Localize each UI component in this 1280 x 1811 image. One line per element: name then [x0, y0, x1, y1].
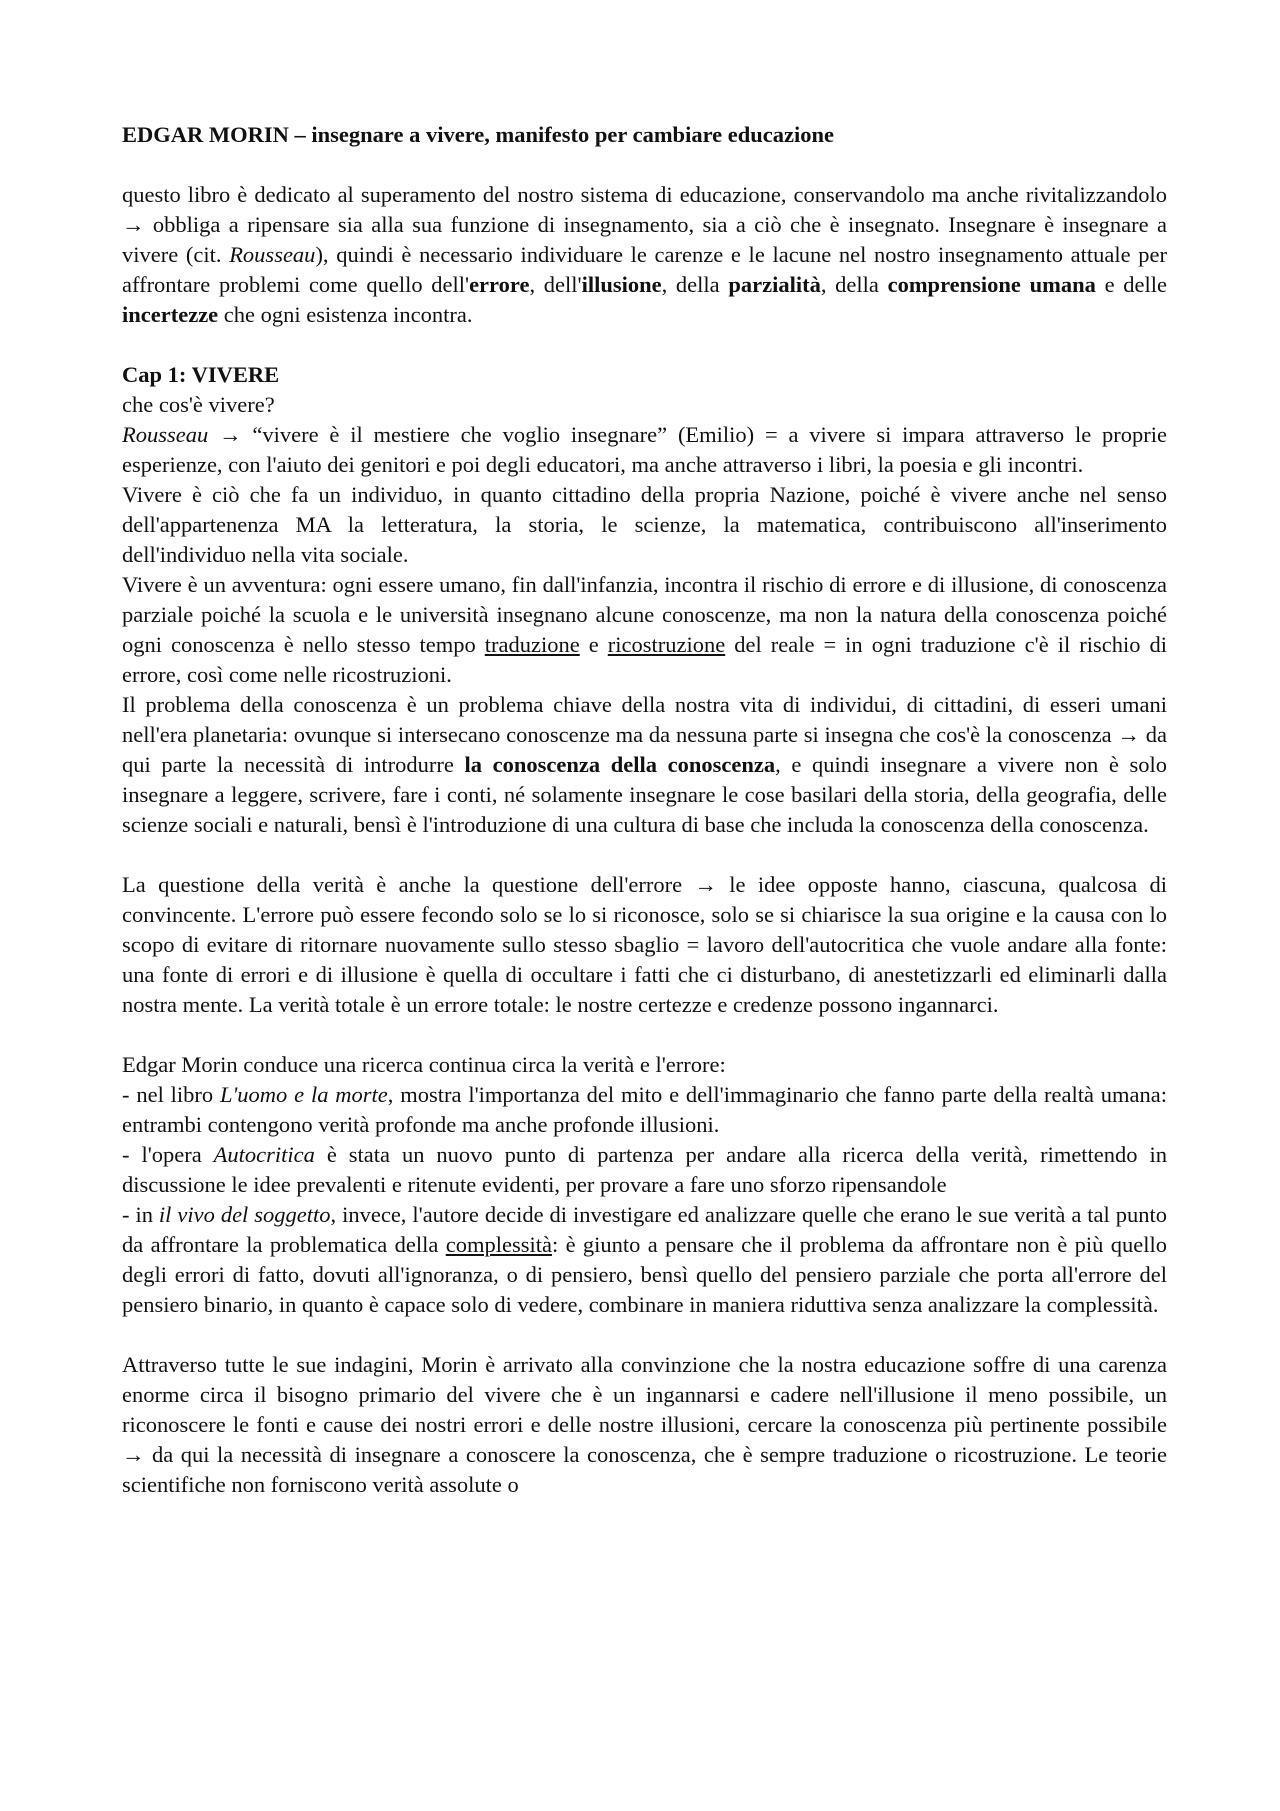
intro-errore: errore [469, 272, 530, 297]
p4-text-a: Il problema della conoscenza è un problema chiave della nostra vita di individui, di cittadini, di esseri umani nell'era planetaria: ovunque si intersecano conoscenze ma da nessuna parte si insegna che cos'è la conoscenza → da qui parte la necessità di introdurre [122, 692, 1167, 777]
document-page [122, 120, 1167, 1500]
b2-text-a: - l'opera [122, 1142, 214, 1167]
b1-text-b: , mostra l'importanza del mito e dell'immaginario che fanno parte della realtà umana: entrambi contengono verità profonde ma anche profonde illusioni. [122, 1082, 1167, 1137]
spacer [122, 1020, 1167, 1050]
b3-text-c: : è giunto a pensare che il problema da affrontare non è più quello degli errori di fatto, dovuti all'ignoranza, o di pensiero, bensì quello del pensiero parziale che porta all'errore del pensiero binario, in quanto è capace solo di vedere, combinare in maniera riduttiva senza analizzare la complessità. [122, 1232, 1167, 1317]
chapter-paragraph-3 [122, 570, 1167, 690]
intro-text-3: , dell' [529, 272, 582, 297]
p3-traduzione: traduzione [484, 632, 580, 657]
intro-comprensione: comprensione umana [887, 272, 1096, 297]
b1-title: L'uomo e la morte [219, 1082, 388, 1107]
p3-text-a: Vivere è un avventura: ogni essere umano, fin dall'infanzia, incontra il rischio di errore e di illusione, di conoscenza parziale poiché la scuola e le università insegnano alcune conoscenze, ma non la natura della conoscenza poiché ogni conoscenza è nello stesso tempo [122, 572, 1167, 657]
b3-title: il vivo del soggetto [158, 1202, 331, 1227]
ricerca-intro: Edgar Morin conduce una ricerca continua circa la verità e l'errore: [122, 1052, 726, 1077]
intro-text-6: e delle [1095, 272, 1167, 297]
chapter-paragraph-rousseau [122, 420, 1167, 480]
intro-illusione: illusione [581, 272, 662, 297]
intro-parzialita: parzialità [728, 272, 821, 297]
spacer [122, 1320, 1167, 1350]
intro-text-7: che ogni esistenza incontra. [218, 302, 473, 327]
ricerca-bullet-1 [122, 1080, 1167, 1140]
b1-text-a: - nel libro [122, 1082, 220, 1107]
chapter-paragraph-4 [122, 690, 1167, 840]
p4-bold: la conoscenza della conoscenza [464, 752, 776, 777]
intro-rousseau: Rousseau [229, 242, 316, 267]
chapter-heading: Cap 1: VIVERE [122, 362, 280, 387]
intro-text-2: ), quindi è necessario individuare le carenze e le lacune nel nostro insegnamento attuale per affrontare problemi come quello dell' [122, 242, 1167, 297]
p3-text-c: del reale = in ogni traduzione c'è il rischio di errore, così come nelle ricostruzioni. [122, 632, 1167, 687]
intro-paragraph [122, 180, 1167, 330]
ricerca-bullet-2 [122, 1140, 1167, 1200]
b2-text-b: è stata un nuovo punto di partenza per andare alla ricerca della verità, rimettendo in discussione le idee prevalenti e ritenute evidenti, per provare a fare uno sforzo ripensandole [122, 1142, 1167, 1197]
p3-text-b: e [579, 632, 608, 657]
chapter-paragraph-2: Vivere è ciò che fa un individuo, in quanto cittadino della propria Nazione, poiché è vivere anche nel senso dell'appartenenza MA la letteratura, la storia, le scienze, la matematica, contribuiscono all'inserimento dell'individuo nella vita sociale. [122, 482, 1167, 567]
document-title: EDGAR MORIN – insegnare a vivere, manifesto per cambiare educazione [122, 122, 835, 147]
ricerca-bullet-3 [122, 1200, 1167, 1320]
spacer [122, 840, 1167, 870]
b3-complessita: complessità [445, 1232, 552, 1257]
intro-text-5: , della [820, 272, 888, 297]
spacer [122, 330, 1167, 360]
verita-paragraph: La questione della verità è anche la questione dell'errore → le idee opposte hanno, ciascuna, qualcosa di convincente. L'errore può essere fecondo solo se lo si riconosce, solo se si chiarisce la sua origine e la causa con lo scopo di evitare di ritornare nuovamente sullo stesso sbaglio = lavoro dell'autocritica che vuole andare alla fonte: una fonte di errori e di illusione è quella di occultare i fatti che ci disturbano, di anestetizzarli ed eliminarli dalla nostra mente. La verità totale è un errore totale: le nostre certezze e credenze possono ingannarci. [122, 872, 1167, 1017]
rousseau-author: Rousseau [122, 422, 209, 447]
chapter-question: che cos'è vivere? [122, 392, 275, 417]
conclusione-paragraph: Attraverso tutte le sue indagini, Morin è arrivato alla convinzione che la nostra educazione soffre di una carenza enorme circa il bisogno primario del vivere che è un ingannarsi e cadere nell'illusione il meno possibile, un riconoscere le fonti e cause dei nostri errori e delle nostre illusioni, cercare la conoscenza più pertinente possibile → da qui la necessità di insegnare a conoscere la conoscenza, che è sempre traduzione o ricostruzione. Le teorie scientifiche non forniscono verità assolute o [122, 1352, 1167, 1497]
rousseau-text: → “vivere è il mestiere che voglio insegnare” (Emilio) = a vivere si impara attraverso le proprie esperienze, con l'aiuto dei genitori e poi degli educatori, ma anche attraverso i libri, la poesia e gli incontri. [122, 422, 1167, 477]
intro-text-4: , della [661, 272, 729, 297]
b3-text-b: , invece, l'autore decide di investigare ed analizzare quelle che erano le sue verità a tal punto da affrontare la problematica della [122, 1202, 1167, 1257]
b3-text-a: - in [122, 1202, 159, 1227]
p4-text-b: , e quindi insegnare a vivere non è solo insegnare a leggere, scrivere, fare i conti, né solamente insegnare le cose basilari della storia, della geografia, delle scienze sociali e naturali, bensì è l'introduzione di una cultura di base che includa la conoscenza della conoscenza. [122, 752, 1167, 837]
p3-ricostruzione: ricostruzione [607, 632, 726, 657]
b2-title: Autocritica [213, 1142, 315, 1167]
intro-text-1: questo libro è dedicato al superamento del nostro sistema di educazione, conservandolo ma anche rivitalizzandolo → obbliga a ripensare sia alla sua funzione di insegnamento, sia a ciò che è insegnato. Insegnare è insegnare a vivere (cit. [122, 182, 1167, 267]
intro-incertezze: incertezze [122, 302, 219, 327]
